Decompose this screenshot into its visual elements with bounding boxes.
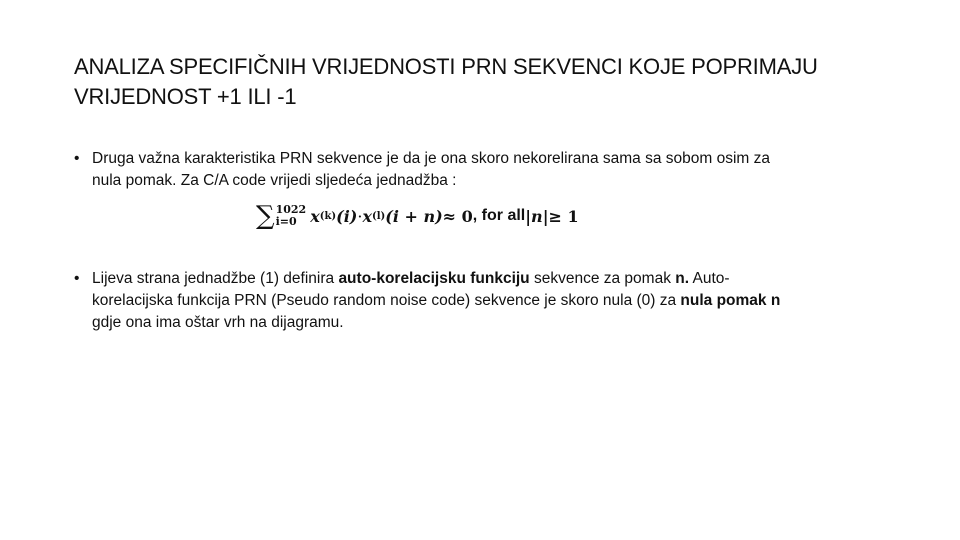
summation-lower: i=0 — [275, 215, 297, 228]
paragraph-1-line-1: Druga važna karakteristika PRN sekvence je da je ona skoro nekorelirana sama sa sobom osim za — [92, 150, 771, 167]
summation-upper: 1022 — [275, 203, 307, 216]
p2-text: sekvence za pomak — [529, 270, 676, 287]
sup-l: (l) — [372, 210, 386, 222]
bullet-icon: • — [74, 150, 80, 167]
x-l: x — [362, 206, 372, 226]
p2-bold-zero-shift: nula pomak n — [680, 292, 781, 309]
paragraph-1 — [74, 148, 894, 192]
p2-bold-n: n. — [675, 270, 690, 287]
paragraph-2-line-1 — [92, 268, 894, 290]
title-line-2: VRIJEDNOST +1 ILI -1 — [74, 84, 297, 109]
arg-i: (i) — [336, 206, 358, 226]
p2-text: Lijeva strana jednadžbe (1) definira — [92, 270, 339, 287]
p2-bold-term: auto-korelacijsku funkciju — [338, 270, 530, 287]
summation — [256, 203, 306, 229]
x-k: x — [310, 206, 320, 226]
p2-text: korelacijska funkcija PRN (Pseudo random noise code) sekvence je skoro nula (0) za — [92, 292, 681, 309]
dot-operator: · — [357, 206, 363, 226]
bullet-icon: • — [74, 270, 80, 287]
geq-one: ≥ 1 — [548, 206, 579, 226]
abs-n: |n| — [525, 206, 549, 226]
correlation-formula — [256, 196, 579, 236]
approx-zero: ≈ 0 — [442, 206, 473, 226]
sigma-symbol: ∑ — [256, 201, 275, 231]
paragraph-2-line-2 — [92, 290, 894, 312]
title-line-1: ANALIZA SPECIFIČNIH VRIJEDNOSTI PRN SEKVENCI KOJE POPRIMAJU — [74, 54, 818, 79]
paragraph-2 — [74, 268, 894, 334]
p2-text: Auto- — [689, 270, 730, 287]
paragraph-2-line-3: gdje ona ima oštar vrh na dijagramu. — [92, 314, 344, 331]
sup-k: (k) — [319, 210, 337, 222]
arg-i-plus-n: (i + n) — [385, 206, 443, 226]
for-all-text: , for all — [472, 207, 526, 224]
slide-title — [74, 52, 894, 112]
paragraph-1-line-2: nula pomak. Za C/A code vrijedi sljedeća jednadžba : — [92, 172, 457, 189]
summation-limits — [276, 204, 307, 228]
